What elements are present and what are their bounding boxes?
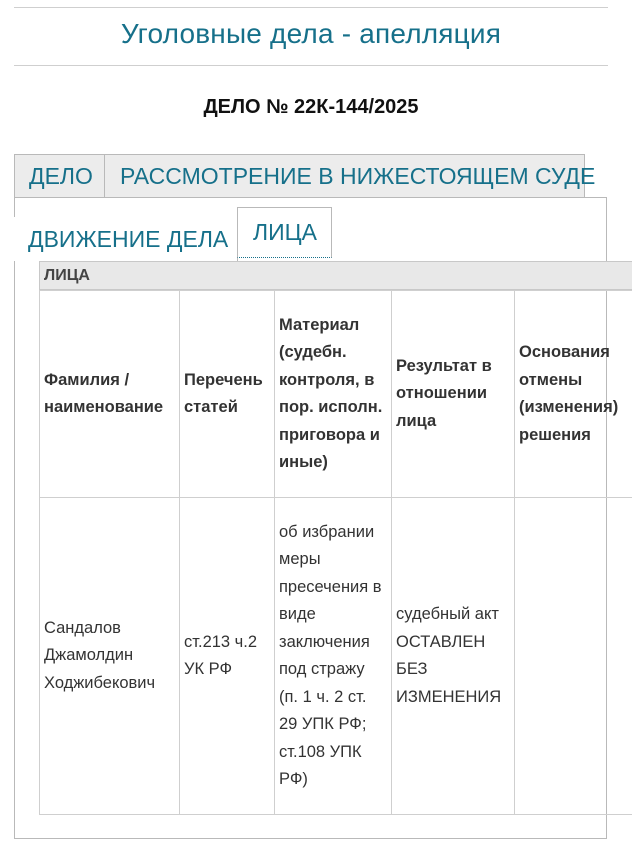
tab-persons[interactable] <box>237 207 332 258</box>
table-row <box>40 498 640 815</box>
persons-section-header <box>39 261 639 290</box>
column-header-material: Материал (судебн. контроля, в пор. исполн. приговора и иные) <box>275 291 392 498</box>
cell-result: судебный акт ОСТАВЛЕН БЕЗ ИЗМЕНЕНИЯ <box>392 498 515 815</box>
tab-lower-court-label: РАССМОТРЕНИЕ В НИЖЕСТОЯЩЕМ СУДЕ <box>120 162 596 189</box>
cell-grounds <box>515 498 640 815</box>
persons-section-title: ЛИЦА <box>44 266 90 284</box>
top-divider <box>14 7 608 8</box>
cell-articles: ст.213 ч.2 УК РФ <box>180 498 275 815</box>
tab-case-movement-label: ДВИЖЕНИЕ ДЕЛА <box>28 225 229 252</box>
column-header-articles: Перечень статей <box>180 291 275 498</box>
column-header-grounds: Основания отмены (изменения) решения <box>515 291 640 498</box>
cell-material: об избрании меры пресечения в виде заключения под стражу (п. 1 ч. 2 ст. 29 УПК РФ; ст.108 УПК РФ) <box>275 498 392 815</box>
page-title: Уголовные дела - апелляция <box>120 18 502 49</box>
column-header-name: Фамилия / наименование <box>40 291 180 498</box>
column-header-result: Результат в отношении лица <box>392 291 515 498</box>
cell-name: Сандалов Джамолдин Ходжибекович <box>40 498 180 815</box>
viewport-edge <box>632 250 640 850</box>
persons-table <box>39 290 640 815</box>
title-divider <box>14 65 608 66</box>
tab-lower-court[interactable] <box>104 154 596 198</box>
tab-persons-label: ЛИЦА <box>253 219 317 245</box>
tab-case-label: ДЕЛО <box>29 162 93 189</box>
table-header-row <box>40 291 640 498</box>
tab-case-movement[interactable] <box>14 217 238 261</box>
case-number: ДЕЛО № 22К-144/2025 <box>203 96 419 118</box>
tab-case[interactable] <box>14 154 105 198</box>
